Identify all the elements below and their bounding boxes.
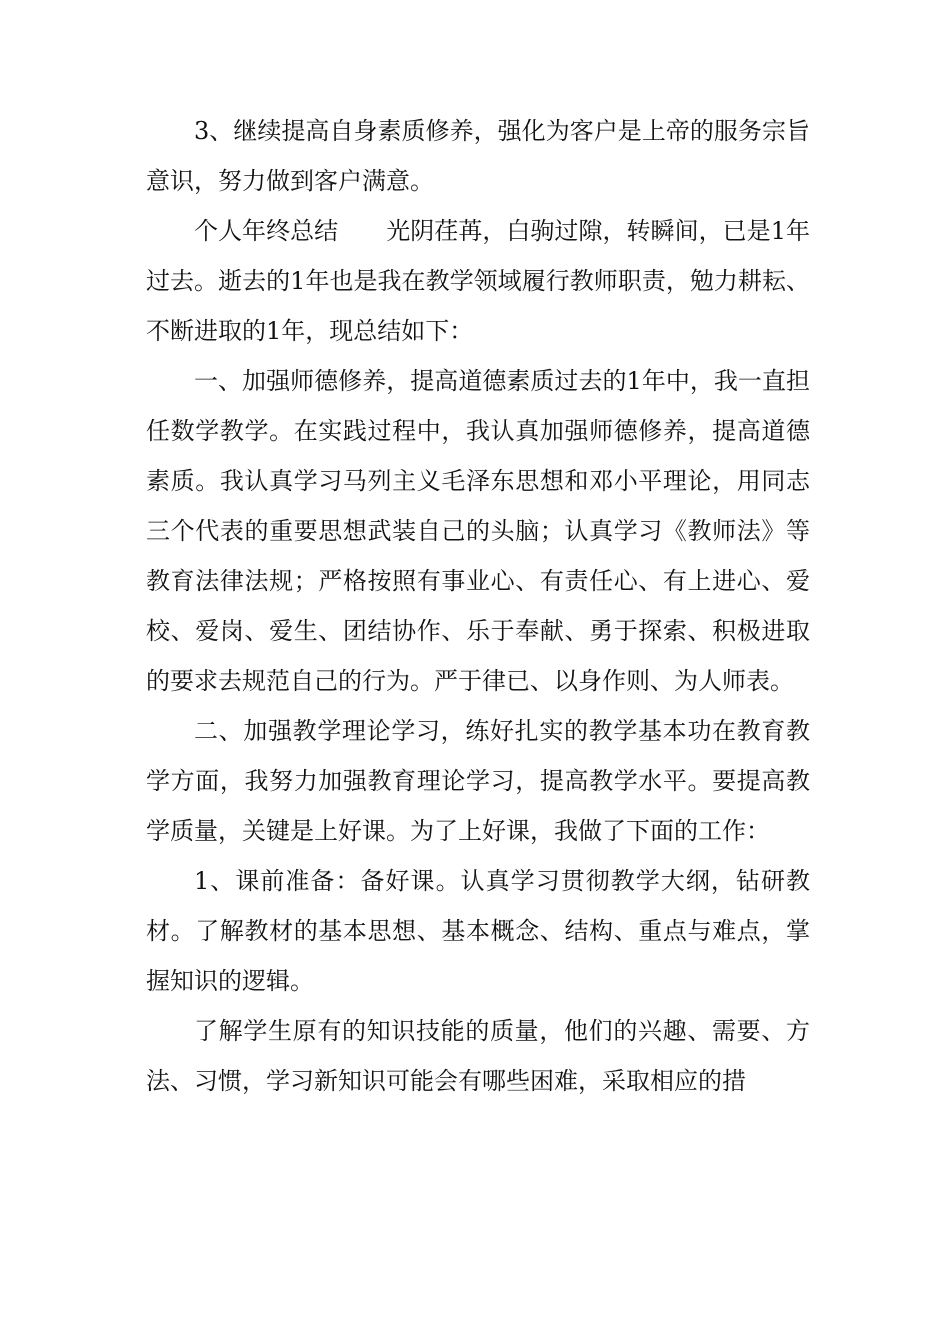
- paragraph-section-2-theory: 二、加强教学理论学习，练好扎实的教学基本功在教育教学方面，我努力加强教育理论学习，提高教学水平。要提高教学质量，关键是上好课。为了上好课，我做了下面的工作：: [146, 717, 810, 845]
- paragraph-lesson-preparation: 1、课前准备：备好课。认真学习贯彻教学大纲，钻研教材。了解教材的基本思想、基本概念、结构、重点与难点，掌握知识的逻辑。: [146, 867, 810, 995]
- paragraph-section-1-ethics: 一、加强师德修养，提高道德素质过去的1年中，我一直担任数学教学。在实践过程中，我认真加强师德修养，提高道德素质。我认真学习马列主义毛泽东思想和邓小平理论，用同志三个代表的重要思想武装自己的头脑；认真学习《教师法》等教育法律法规；严格按照有事业心、有责任心、有上进心、爱校、爱岗、爱生、团结协作、乐于奉献、勇于探索、积极进取的要求去规范自己的行为。严于律已、以身作则、为人师表。: [146, 367, 810, 695]
- paragraph-year-end-summary-intro: 个人年终总结 光阴荏苒，白驹过隙，转瞬间，已是1年过去。逝去的1年也是我在教学领域履行教师职责，勉力耕耘、不断进取的1年，现总结如下：: [146, 217, 810, 345]
- paragraph-understand-students: 了解学生原有的知识技能的质量，他们的兴趣、需要、方法、习惯，学习新知识可能会有哪些困难，采取相应的措: [146, 1017, 810, 1095]
- paragraph-goal-3: 3、继续提高自身素质修养，强化为客户是上帝的服务宗旨意识，努力做到客户满意。: [146, 117, 810, 195]
- document-body: [146, 106, 810, 1106]
